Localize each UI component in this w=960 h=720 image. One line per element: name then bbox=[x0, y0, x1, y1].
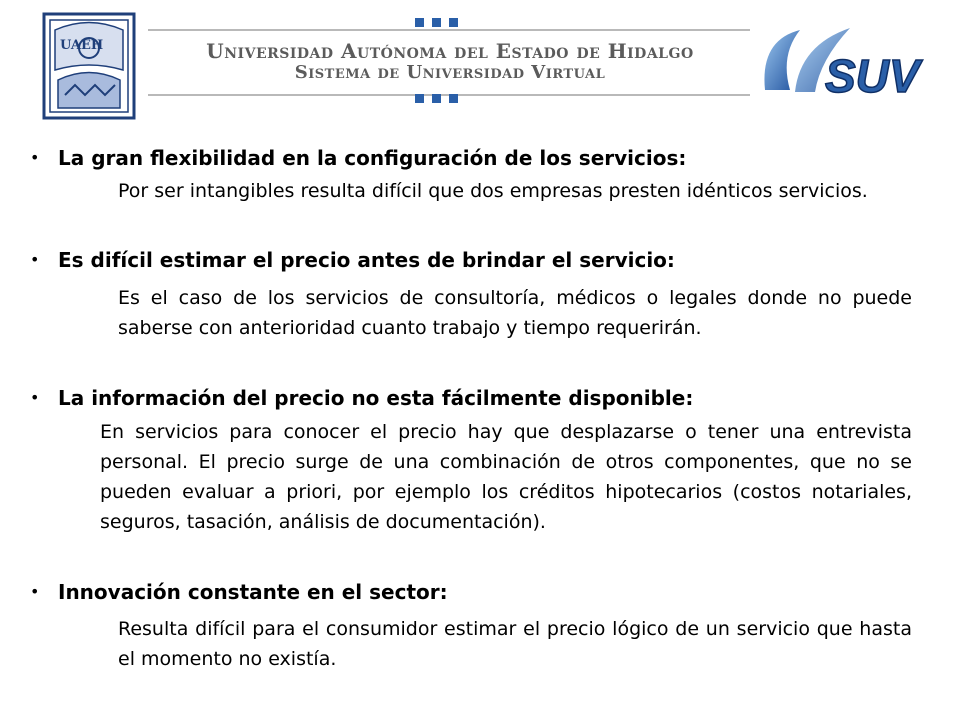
header-rule-top bbox=[148, 29, 750, 31]
university-name: Universidad Autónoma del Estado de Hidalgo bbox=[206, 39, 694, 63]
bullet-title: Innovación constante en el sector: bbox=[58, 580, 448, 604]
bullet-marker: • bbox=[30, 148, 40, 167]
bullet-title: La gran flexibilidad en la configuración de los servicios: bbox=[58, 146, 687, 170]
seal-lettering: UAEH bbox=[60, 38, 104, 53]
bullet-marker: • bbox=[30, 388, 40, 407]
bullet-marker: • bbox=[30, 582, 40, 601]
bullet-body: Por ser intangibles resulta difícil que dos empresas presten idénticos servicios. bbox=[118, 180, 868, 202]
bullet-body: Resulta difícil para el consumidor estimar el precio lógico de un servicio que hasta el momento no existía. bbox=[118, 618, 912, 670]
bullet-body: En servicios para conocer el precio hay que desplazarse o tener una entrevista personal. El precio surge de una combinación de otros componentes, que no se pueden evaluar a priori, por ejemplo los créditos hipotecarios (costos notariales, seguros, tasación, análisis de documentación). bbox=[100, 421, 912, 533]
bullet-body: Es el caso de los servicios de consultoría, médicos o legales donde no puede saberse con anterioridad cuanto trabajo y tiempo requerirán. bbox=[118, 287, 912, 339]
system-name: Sistema de Universidad Virtual bbox=[294, 62, 606, 83]
bullet-title: La información del precio no esta fácilmente disponible: bbox=[58, 386, 694, 410]
uaeh-seal-logo bbox=[40, 10, 138, 122]
decorative-dots-top bbox=[415, 18, 465, 28]
decorative-dots-bottom bbox=[415, 94, 465, 104]
bullet-title: Es difícil estimar el precio antes de brindar el servicio: bbox=[58, 248, 675, 272]
suv-logo bbox=[755, 20, 925, 105]
header bbox=[0, 0, 960, 125]
suv-lettering: SUV bbox=[825, 50, 920, 102]
bullet-marker: • bbox=[30, 250, 40, 269]
